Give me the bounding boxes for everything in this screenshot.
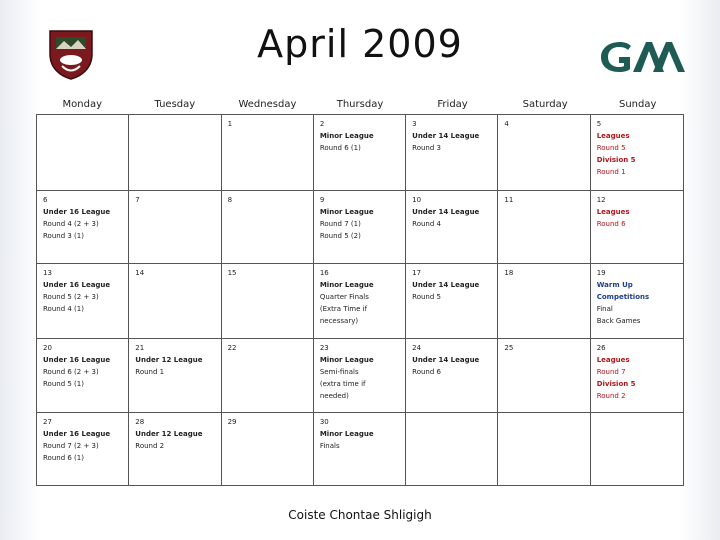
event-line: Semi-finals — [319, 368, 359, 376]
event-line: Under 16 League — [43, 356, 111, 364]
day-cell — [222, 191, 314, 264]
event-line: Minor League — [319, 356, 374, 364]
day-cell — [37, 191, 129, 264]
day-number: 4 — [504, 120, 509, 128]
day-number: 5 — [596, 120, 602, 128]
day-cell — [129, 191, 221, 264]
event-line: Division 5 — [596, 156, 636, 164]
event-line: necessary) — [319, 317, 359, 325]
event-line: Minor League — [319, 281, 374, 289]
event-line: Round 5 (2) — [319, 232, 361, 240]
day-cell — [406, 191, 498, 264]
event-line: Round 2 — [596, 392, 626, 400]
day-cell — [406, 115, 498, 191]
event-line: Round 7 (2 + 3) — [43, 442, 99, 450]
event-line: Leagues — [596, 356, 630, 364]
day-cell — [314, 413, 406, 485]
day-cell — [37, 115, 129, 191]
event-line: Round 6 (1) — [319, 144, 361, 152]
day-cell — [498, 191, 590, 264]
day-number: 25 — [504, 344, 514, 352]
day-cell — [406, 339, 498, 413]
day-number: 7 — [135, 196, 140, 204]
day-cell — [222, 264, 314, 339]
event-line: Round 1 — [135, 368, 165, 376]
event-line: Round 5 (2 + 3) — [43, 293, 99, 301]
event-line: Round 5 (1) — [43, 380, 84, 388]
day-cell — [129, 264, 221, 339]
day-cell — [591, 115, 683, 191]
day-cell — [498, 339, 590, 413]
event-line: Minor League — [319, 132, 374, 140]
day-number: 18 — [504, 269, 514, 277]
event-line: Round 6 — [412, 368, 441, 376]
gaa-logo-icon — [598, 38, 686, 76]
event-line: Round 7 — [596, 368, 626, 376]
event-line: Final — [596, 305, 613, 313]
day-header-saturday: Saturday — [522, 99, 568, 110]
day-number: 14 — [135, 269, 145, 277]
event-line: Warm Up — [596, 281, 633, 289]
event-line: Minor League — [319, 208, 374, 216]
day-number: 17 — [412, 269, 422, 277]
day-header-monday: Monday — [62, 99, 103, 110]
event-line: Round 6 (2 + 3) — [43, 368, 99, 376]
day-cell — [498, 115, 590, 191]
event-line: Leagues — [596, 132, 630, 140]
day-cell — [129, 339, 221, 413]
page-title: April 2009 — [257, 22, 463, 66]
event-line: (Extra Time if — [319, 305, 368, 313]
day-number: 15 — [227, 269, 237, 277]
event-line: Leagues — [596, 208, 630, 216]
day-number: 9 — [319, 196, 325, 204]
event-line: Round 1 — [596, 168, 626, 176]
day-number: 8 — [227, 196, 233, 204]
event-line: Under 16 League — [43, 281, 111, 289]
event-line: needed) — [319, 392, 349, 400]
day-header-friday: Friday — [437, 99, 468, 110]
event-line: Back Games — [596, 317, 641, 325]
day-number: 23 — [319, 344, 329, 352]
event-line: Minor League — [319, 430, 374, 438]
day-cell — [222, 339, 314, 413]
event-line: Finals — [319, 442, 340, 450]
event-line: Round 3 — [412, 144, 441, 152]
event-line: Under 14 League — [412, 281, 480, 289]
day-cell — [314, 191, 406, 264]
day-number: 22 — [227, 344, 237, 352]
day-cell — [591, 264, 683, 339]
day-number: 10 — [412, 196, 422, 204]
event-line: Under 16 League — [43, 430, 111, 438]
day-number: 13 — [43, 269, 52, 277]
weekday-header — [36, 96, 684, 114]
day-cell — [591, 413, 683, 485]
event-line: Under 14 League — [412, 132, 480, 140]
day-header-wednesday: Wednesday — [238, 99, 297, 110]
day-number: 20 — [43, 344, 52, 352]
day-cell — [498, 413, 590, 485]
day-number: 27 — [43, 418, 52, 426]
day-cell — [591, 339, 683, 413]
day-header-tuesday: Tuesday — [154, 99, 196, 110]
day-number: 30 — [319, 418, 329, 426]
event-line: Under 14 League — [412, 356, 480, 364]
day-number: 12 — [596, 196, 606, 204]
event-line: Round 4 (1) — [43, 305, 84, 313]
day-cell — [222, 115, 314, 191]
day-number: 28 — [135, 418, 145, 426]
event-line: Round 6 (1) — [43, 454, 84, 462]
day-number: 2 — [319, 120, 325, 128]
day-cell — [498, 264, 590, 339]
event-line: Round 3 (1) — [43, 232, 84, 240]
day-header-sunday: Sunday — [618, 99, 657, 110]
day-number: 6 — [43, 196, 48, 204]
day-header-thursday: Thursday — [336, 99, 384, 110]
day-cell — [314, 339, 406, 413]
day-number: 16 — [319, 269, 329, 277]
event-line: Round 2 — [135, 442, 165, 450]
event-line: Under 12 League — [135, 430, 203, 438]
county-crest-icon — [46, 28, 96, 80]
event-line: Competitions — [596, 293, 650, 301]
event-line: Round 5 — [412, 293, 441, 301]
day-cell — [129, 413, 221, 485]
event-line: Division 5 — [596, 380, 636, 388]
day-cell — [406, 413, 498, 485]
event-line: (extra time if — [319, 380, 366, 388]
day-number: 21 — [135, 344, 145, 352]
day-cell — [314, 264, 406, 339]
day-cell — [37, 413, 129, 485]
calendar-grid — [36, 114, 684, 486]
event-line: Round 4 — [412, 220, 441, 228]
day-cell — [591, 191, 683, 264]
day-number: 29 — [227, 418, 237, 426]
day-cell — [406, 264, 498, 339]
event-line: Round 6 — [596, 220, 626, 228]
event-line: Round 7 (1) — [319, 220, 361, 228]
event-line: Round 5 — [596, 144, 626, 152]
footer-text: Coiste Chontae Shligigh — [288, 508, 432, 522]
event-line: Under 12 League — [135, 356, 203, 364]
day-number: 11 — [504, 196, 514, 204]
event-line: Round 4 (2 + 3) — [43, 220, 99, 228]
event-line: Under 16 League — [43, 208, 111, 216]
day-number: 19 — [596, 269, 606, 277]
day-number: 3 — [412, 120, 417, 128]
day-number: 24 — [412, 344, 422, 352]
event-line: Quarter Finals — [319, 293, 369, 301]
day-cell — [129, 115, 221, 191]
day-cell — [37, 264, 129, 339]
day-number: 26 — [596, 344, 606, 352]
day-cell — [37, 339, 129, 413]
day-cell — [314, 115, 406, 191]
day-cell — [222, 413, 314, 485]
day-number: 1 — [227, 120, 233, 128]
event-line: Under 14 League — [412, 208, 480, 216]
